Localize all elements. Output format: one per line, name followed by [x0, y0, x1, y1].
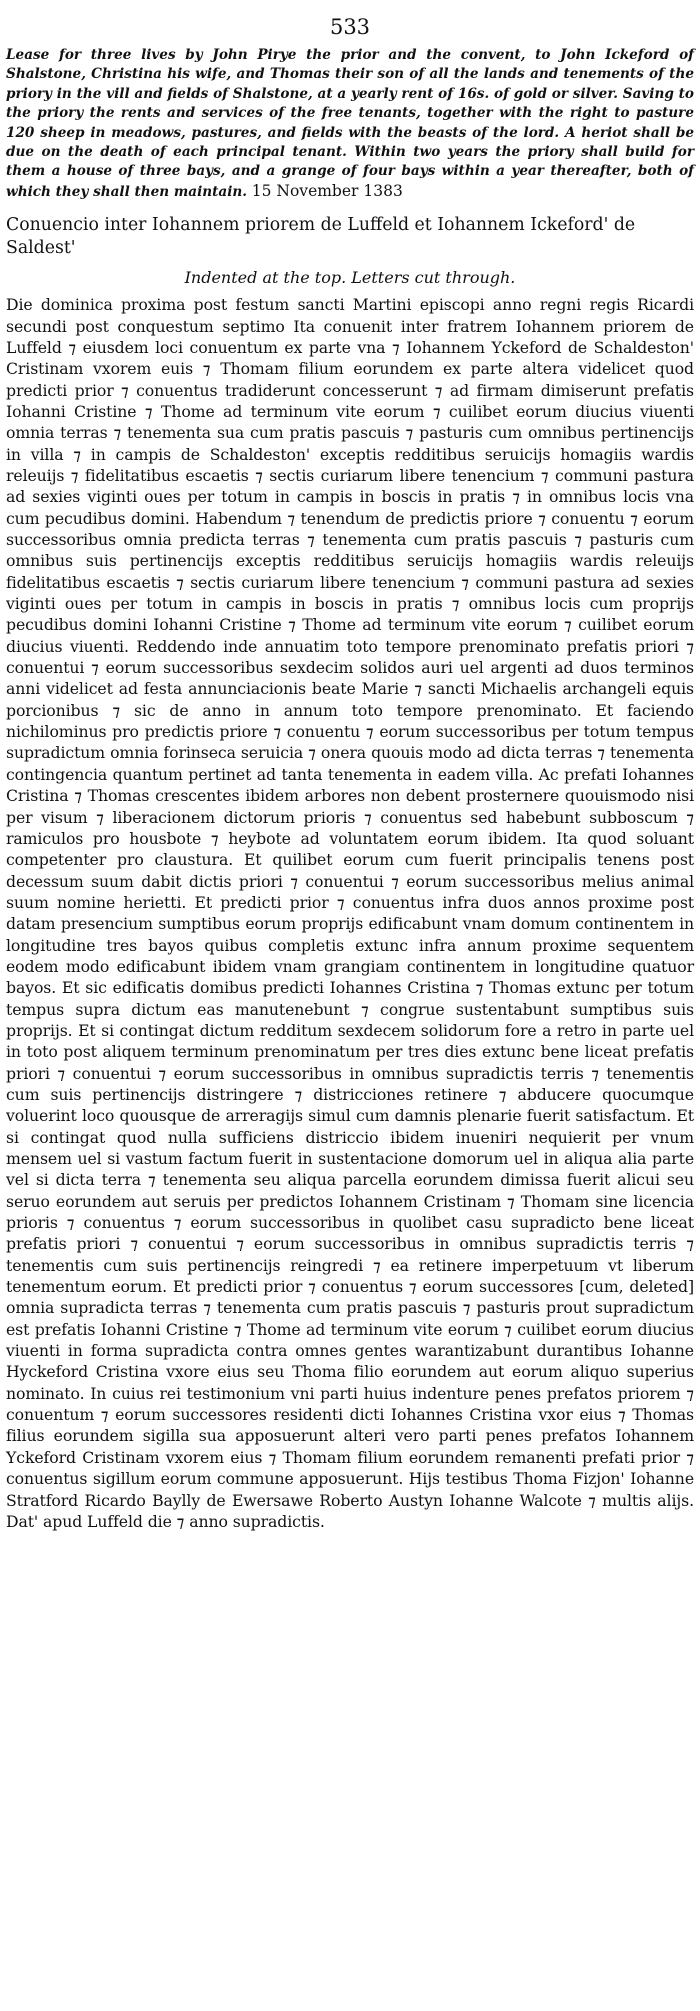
summary-text: Lease for three lives by John Pirye the prior and the convent, to John Ickeford of Shalstone, Christina his wife, and Thomas their son of all the lands and tenements of the priory in the vill and fields of Shalstone, at a yearly rent of 16s. of gold or silver. Saving to the priory the rents and services of the free tenants, together with the right to pasture 120 sheep in meadows, pastures, and fields with the beasts of the lord. A heriot shall be due on the death of each principal tenant. Within two years the priory shall build for them a house of three bays, and a grange of four bays within a year thereafter, both of which they shall then maintain. — [6, 47, 694, 200]
page-number: 533 — [329, 15, 371, 39]
latin-charter-text: Die dominica proxima post festum sancti Martini episcopi anno regni regis Ricardi secundi post conquestum septimo Ita conuenit inter fratrem Iohannem priorem de Luffeld ⁊ eiusdem loci conuentum ex parte vna ⁊ Iohannem Yckeford de Schaldeston' Cristinam vxorem euis ⁊ Thomam filium eorundem ex parte altera videlicet quod predicti prior ⁊ conuentus tradiderunt concesserunt ⁊ ad firmam dimiserunt prefatis Iohanni Cristine ⁊ Thome ad terminum vite eorum ⁊ cuilibet eorum diucius viuenti omnia terras ⁊ tenementa sua cum pratis pascuis ⁊ pasturis cum omnibus pertinencijs in villa ⁊ in campis de Schaldeston' exceptis redditibus seruicijs homagiis wardis releuijs ⁊ fidelitatibus escaetis ⁊ sectis curiarum libere tenencium ⁊ communi pastura ad sexies viginti oues per totum in campis in boscis in pratis ⁊ in omnibus locis vna cum pecudibus domini. Habendum ⁊ tenendum de predictis priore ⁊ conuentu ⁊ eorum successoribus omnia predicta terras ⁊ tenementa cum pratis pascuis ⁊ pasturis cum omnibus suis pertinencijs exceptis redditibus seruicijs homagiis wardis releuijs fidelitatibus escaetis ⁊ sectis curiarum libere tenencium ⁊ communi pastura ad sexies viginti oues per totum in campis in boscis in pratis ⁊ omnibus locis cum proprijs pecudibus domini Iohanni Cristine ⁊ Thome ad terminum vite eorum ⁊ cuilibet eorum diucius viuenti. Reddendo inde annuatim toto tempore prenominato prefatis priori ⁊ conuentui ⁊ eorum successoribus sexdecim solidos auri uel argenti ad duos terminos anni videlicet ad festa annunciacionis beate Marie ⁊ sancti Michaelis archangeli equis porcionibus ⁊ sic de anno in annum toto tempore prenominato. Et faciendo nichilominus pro predictis priore ⁊ conuentu ⁊ eorum successoribus per totum tempus supradictum omnia forinseca seruicia ⁊ onera quouis modo ad dicta terras ⁊ tenementa contingencia quantum pertinet ad tanta tenementa in eadem villa. Ac prefati Iohannes Cristina ⁊ Thomas crescentes ibidem arbores non debent prosternere quouismodo nisi per visum ⁊ liberacionem dictorum prioris ⁊ conuentus sed habebunt subboscum ⁊ ramiculos pro housbote ⁊ heybote ad voluntatem eorum ibidem. Ita quod soluant competenter pro claustura. Et quilibet eorum cum fuerit principalis tenens post decessum suum dabit dictis priori ⁊ conuentui ⁊ eorum successoribus melius animal suum nomine herietti. Et predicti prior ⁊ conuentus infra duos annos proxime post datam presencium sumptibus eorum proprijs edificabunt vnam domum continentem in longitudine tres bayos quibus completis extunc infra annum proxime sequentem eodem modo edificabunt ibidem vnam grangiam continentem in longitudine quatuor bayos. Et sic edificatis domibus predicti Iohannes Cristina ⁊ Thomas extunc per totum tempus supra dictum eas manutenebunt ⁊ congrue sustentabunt sumptibus suis proprijs. Et si contingat dictum redditum sexdecem solidorum fore a retro in parte uel in toto post aliquem terminum prenominatum per tres dies extunc bene liceat prefatis priori ⁊ conuentui ⁊ eorum successoribus in omnibus supradictis terris ⁊ tenementis cum suis pertinencijs distringere ⁊ districciones retinere ⁊ abducere quocumque voluerint loco quousque de arreragijs simul cum damnis plenarie fuerit satisfactum. Et si contingat quod nulla sufficiens districcio ibidem inueniri nequierit per vnum mensem uel si vastum factum fuerit in sustentacione domorum uel in aliqua alia parte vel si dicta terra ⁊ tenementa seu aliqua parcella eorundem dimissa fuerit alicui seu seruo eorundem aut seruis per predictos Iohannem Cristinam ⁊ Thomam sine licencia prioris ⁊ conuentus ⁊ eorum successoribus in quolibet casu supradicto bene liceat prefatis priori ⁊ conuentui ⁊ eorum successoribus in omnibus supradictis terris ⁊ tenementis cum suis pertinencijs reingredi ⁊ ea retinere imperpetuum vt liberum tenementum eorum. Et predicti prior ⁊ conuentus ⁊ eorum successores [cum, deleted] omnia supradicta terras ⁊ tenementa cum pratis pascuis ⁊ pasturis prout supradictum est prefatis Iohanni Cristine ⁊ Thome ad terminum vite eorum ⁊ cuilibet eorum diucius viuenti in forma supradicta contra omnes gentes warantizabunt durantibus Iohanne Hyckeford Cristina vxore eius seu Thoma filio eorundem aut eorum aliquo superius nominato. In cuius rei testimonium vni parti huius indenture penes prefatos priorem ⁊ conuentum ⁊ eorum successores residenti dicti Iohannes Cristina vxor eius ⁊ Thomas filius eorundem sigilla sua apposuerunt alteri vero parti penes prefatos Iohannem Yckeford Cristinam vxorem eius ⁊ Thomam filium eorundem remanenti prefati prior ⁊ conuentus sigillum eorum commune apposuerunt. Hijs testibus Thoma Fizjon' Iohanne Stratford Ricardo Baylly de Ewersawe Roberto Austyn Iohanne Walcote ⁊ multis alijs. Dat' apud Luffeld die ⁊ anno supradictis. — [6, 295, 694, 1531]
editorial-note: Indented at the top. Letters cut through. — [184, 268, 516, 288]
summary-date: 15 November 1383 — [251, 181, 403, 200]
charter-heading: Conuencio inter Iohannem priorem de Luffeld et Iohannem Ickeford' de Saldest' — [6, 215, 636, 259]
english-summary — [6, 46, 694, 202]
